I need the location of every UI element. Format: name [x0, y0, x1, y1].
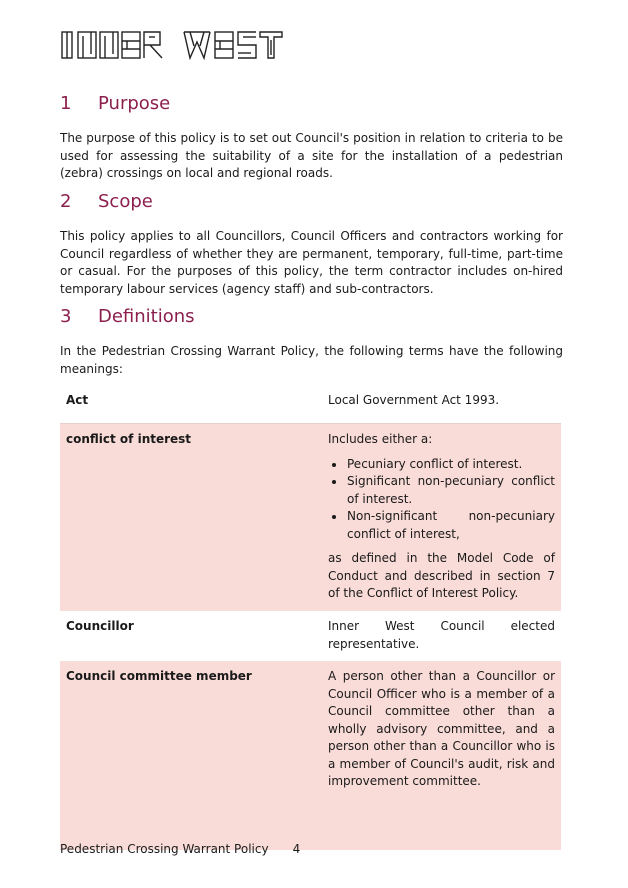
definition-term: Act [60, 385, 322, 424]
definition-term: Councillor [66, 619, 134, 633]
section-heading-scope [60, 191, 153, 212]
page-footer [60, 842, 300, 856]
definition-desc [322, 424, 561, 612]
section-heading-purpose [60, 93, 170, 114]
section-number: 3 [60, 306, 72, 327]
footer-title: Pedestrian Crossing Warrant Policy [60, 842, 269, 856]
section-title: Definitions [98, 306, 195, 327]
list-item: • Non-significant non-pecuniary conflict of interest, [346, 508, 555, 543]
definition-row [60, 611, 561, 661]
section-number: 2 [60, 191, 72, 212]
definition-desc: A person other than a Councillor or Council Officer who is a member of a Council committee other than a wholly advisory committee, and a person other than a Councillor who is a member of Council's audit, risk and improvement committee. [322, 661, 561, 850]
definitions-table [60, 385, 561, 850]
definitions-intro: In the Pedestrian Crossing Warrant Policy, the following terms have the following meanings: [60, 344, 563, 376]
definition-intro: Includes either a: [328, 432, 433, 446]
definition-term: conflict of interest [60, 424, 322, 612]
inner-west-logo [60, 28, 300, 62]
list-item: • Significant non-pecuniary conflict of interest. [346, 473, 555, 508]
definition-list [328, 456, 555, 544]
scope-paragraph: This policy applies to all Councillors, Council Officers and contractors working for Council regardless of whether they are permanent, temporary, full-time, part-time or casual. For the purposes of this policy, the term contractor includes on-hired temporary labour services (agency staff) and sub-contractors. [60, 229, 563, 296]
definition-row [60, 385, 561, 424]
section-title: Purpose [98, 93, 171, 114]
definition-desc: Inner West Council elected representative. [328, 619, 555, 651]
purpose-paragraph: The purpose of this policy is to set out Council's position in relation to criteria to be used for assessing the suitability of a site for the installation of a pedestrian (zebra) crossings on local and regional roads. [60, 131, 563, 180]
page-number: 4 [292, 842, 301, 856]
definition-desc: Local Government Act 1993. [322, 385, 561, 424]
definition-row [60, 424, 561, 612]
list-item: • Pecuniary conflict of interest. [346, 456, 555, 474]
definition-outro: as defined in the Model Code of Conduct and described in section 7 of the Conflict of Interest Policy. [328, 551, 555, 600]
section-number: 1 [60, 93, 72, 114]
section-heading-definitions [60, 306, 195, 327]
section-title: Scope [98, 191, 153, 212]
definition-row [60, 661, 561, 850]
definition-term: Council committee member [60, 661, 322, 850]
